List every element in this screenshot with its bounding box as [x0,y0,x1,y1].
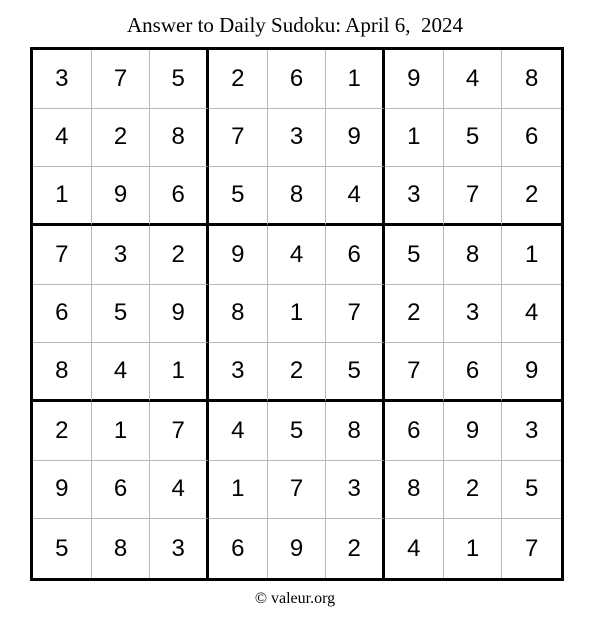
sudoku-cell[interactable]: 8 [33,343,92,402]
sudoku-cell[interactable]: 9 [385,50,444,109]
sudoku-cell[interactable]: 2 [92,109,151,168]
sudoku-cell[interactable]: 7 [326,285,385,344]
sudoku-cell[interactable]: 4 [92,343,151,402]
sudoku-cell[interactable]: 2 [326,519,385,578]
sudoku-cell[interactable]: 5 [209,167,268,226]
sudoku-cell[interactable]: 3 [326,461,385,520]
sudoku-cell[interactable]: 7 [33,226,92,285]
sudoku-cell[interactable]: 2 [502,167,561,226]
sudoku-cell[interactable]: 4 [326,167,385,226]
sudoku-cell[interactable]: 1 [33,167,92,226]
sudoku-cell[interactable]: 5 [150,50,209,109]
sudoku-cell[interactable]: 6 [92,461,151,520]
sudoku-cell[interactable]: 6 [444,343,503,402]
sudoku-cell[interactable]: 2 [209,50,268,109]
sudoku-cell[interactable]: 5 [385,226,444,285]
sudoku-cell[interactable]: 9 [150,285,209,344]
sudoku-cell[interactable]: 7 [150,402,209,461]
sudoku-cell[interactable]: 1 [326,50,385,109]
sudoku-cell[interactable]: 6 [502,109,561,168]
sudoku-cell[interactable]: 2 [444,461,503,520]
sudoku-cell[interactable]: 3 [385,167,444,226]
sudoku-cell[interactable]: 3 [268,109,327,168]
sudoku-cell[interactable]: 2 [268,343,327,402]
sudoku-cell[interactable]: 3 [150,519,209,578]
sudoku-cell[interactable]: 9 [33,461,92,520]
sudoku-cell[interactable]: 9 [209,226,268,285]
sudoku-cell[interactable]: 3 [209,343,268,402]
sudoku-cell[interactable]: 9 [326,109,385,168]
sudoku-cell[interactable]: 9 [92,167,151,226]
sudoku-cell[interactable]: 7 [385,343,444,402]
sudoku-cell[interactable]: 4 [33,109,92,168]
sudoku-cell[interactable]: 1 [92,402,151,461]
sudoku-cell[interactable]: 6 [326,226,385,285]
sudoku-cell[interactable]: 8 [209,285,268,344]
sudoku-cell[interactable]: 4 [385,519,444,578]
sudoku-cell[interactable]: 1 [385,109,444,168]
sudoku-cell[interactable]: 8 [92,519,151,578]
sudoku-cell[interactable]: 6 [150,167,209,226]
sudoku-cell[interactable]: 1 [268,285,327,344]
sudoku-cell[interactable]: 3 [502,402,561,461]
page-title: Answer to Daily Sudoku: April 6, 2024 [127,13,463,37]
sudoku-cell[interactable]: 5 [502,461,561,520]
sudoku-cell[interactable]: 9 [502,343,561,402]
sudoku-cell[interactable]: 4 [209,402,268,461]
sudoku-cell[interactable]: 4 [150,461,209,520]
sudoku-cell[interactable]: 3 [444,285,503,344]
sudoku-cell[interactable]: 7 [444,167,503,226]
sudoku-cell[interactable]: 5 [33,519,92,578]
sudoku-cell[interactable]: 1 [150,343,209,402]
sudoku-cell[interactable]: 6 [33,285,92,344]
sudoku-cell[interactable]: 7 [524,534,539,562]
sudoku-cell[interactable]: 6 [385,402,444,461]
sudoku-cell[interactable]: 2 [385,285,444,344]
sudoku-board [30,47,564,581]
sudoku-cell[interactable]: 8 [444,226,503,285]
sudoku-cell[interactable]: 6 [209,519,268,578]
sudoku-cell[interactable]: 5 [92,285,151,344]
sudoku-cell[interactable]: 9 [444,402,503,461]
sudoku-cell[interactable]: 5 [268,402,327,461]
sudoku-cell[interactable]: 4 [268,226,327,285]
sudoku-cell[interactable]: 8 [385,461,444,520]
sudoku-cell[interactable]: 2 [33,402,92,461]
sudoku-cell[interactable]: 3 [33,50,92,109]
sudoku-cell[interactable]: 1 [209,461,268,520]
sudoku-cell[interactable]: 1 [502,226,561,285]
sudoku-cell[interactable]: 6 [268,50,327,109]
sudoku-cell[interactable]: 3 [92,226,151,285]
sudoku-cell[interactable]: 1 [444,519,503,578]
sudoku-cell[interactable]: 7 [268,461,327,520]
sudoku-cell[interactable]: 8 [326,402,385,461]
sudoku-cell[interactable]: 8 [502,50,561,109]
copyright-footer: © valeur.org [254,590,336,607]
sudoku-cell[interactable]: 9 [268,519,327,578]
sudoku-cell[interactable]: 5 [326,343,385,402]
sudoku-cell[interactable]: 5 [444,109,503,168]
sudoku-cell[interactable]: 4 [502,285,561,344]
sudoku-cell[interactable]: 8 [150,109,209,168]
sudoku-cell[interactable]: 7 [209,109,268,168]
sudoku-cell[interactable]: 4 [444,50,503,109]
sudoku-cell[interactable]: 2 [150,226,209,285]
sudoku-cell[interactable]: 7 [92,50,151,109]
sudoku-cell[interactable]: 8 [268,167,327,226]
